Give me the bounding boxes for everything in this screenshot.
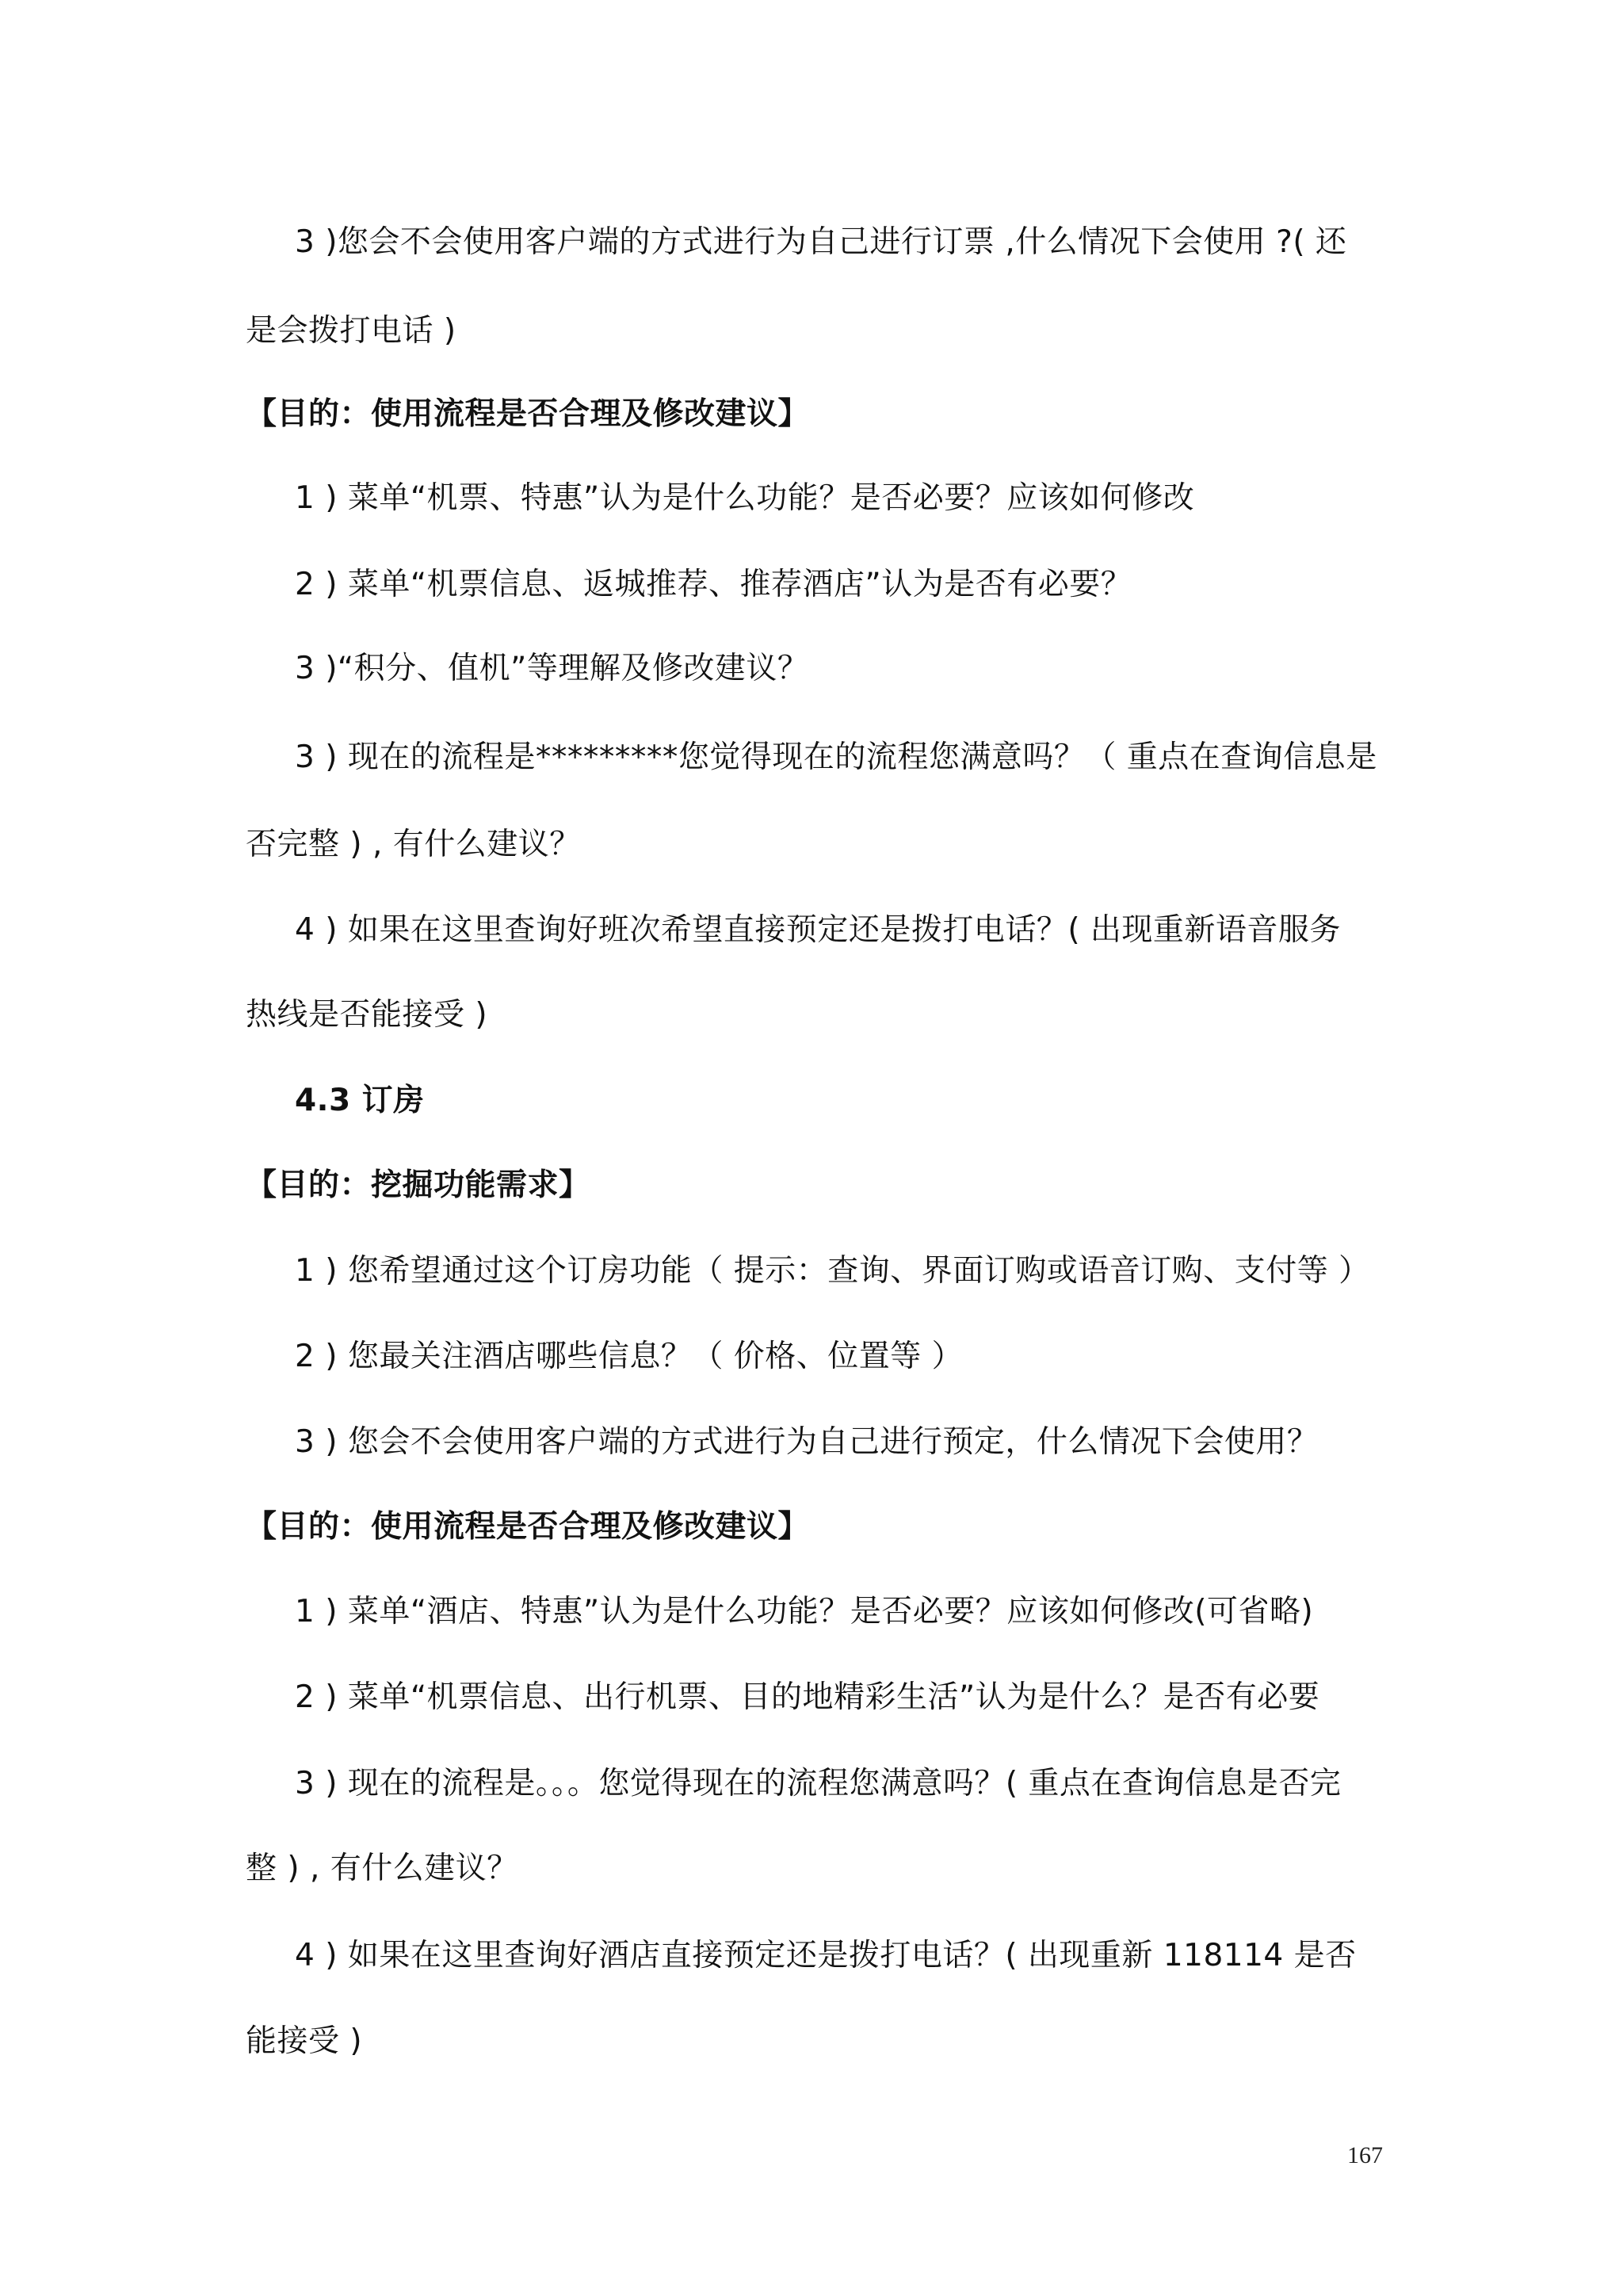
q3-ticket-client-line2: 是会拨打电话 ) bbox=[246, 313, 456, 349]
needs-q1-booking-function: 1 ) 您希望通过这个订房功能（ 提示：查询、界面订购或语音订购、支付等 ） bbox=[295, 1253, 1370, 1289]
page-number: 167 bbox=[1347, 2142, 1383, 2168]
hotel-flow-q4-direct-booking-line2: 能接受 ) bbox=[246, 2023, 363, 2059]
hotel-flow-q1-menu: 1 ) 菜单“酒店、特惠”认为是什么功能？是否必要？应该如何修改(可省略) bbox=[295, 1594, 1314, 1629]
flow-q2-ticket-info-menu: 2 ) 菜单“机票信息、返城推荐、推荐酒店”认为是否有必要？ bbox=[295, 567, 1132, 602]
section-heading-hotel-booking: 4.3 订房 bbox=[295, 1083, 425, 1118]
flow-q1-ticket-menu: 1 ) 菜单“机票、特惠”认为是什么功能？是否必要？应该如何修改 bbox=[295, 480, 1195, 516]
hotel-flow-q2-info-menu: 2 ) 菜单“机票信息、出行机票、目的地精彩生活”认为是什么？是否有必要 bbox=[295, 1679, 1320, 1715]
hotel-flow-q4-direct-booking-line1: 4 ) 如果在这里查询好酒店直接预定还是拨打电话？( 出现重新 118114 是否 bbox=[295, 1938, 1357, 1973]
flow-q4-direct-booking-line2: 热线是否能接受 ) bbox=[246, 997, 488, 1033]
needs-q3-client-usage: 3 ) 您会不会使用客户端的方式进行为自己进行预定，什么情况下会使用？ bbox=[295, 1424, 1319, 1460]
q3-ticket-client-line1: 3 )您会不会使用客户端的方式进行为自己进行订票 ,什么情况下会使用 ?( 还 bbox=[295, 224, 1347, 260]
section-purpose-feature-needs: 【目的：挖掘功能需求】 bbox=[246, 1167, 590, 1203]
flow-q3-points-checkin: 3 )“积分、值机”等理解及修改建议？ bbox=[295, 651, 809, 686]
needs-q2-hotel-info: 2 ) 您最关注酒店哪些信息？（ 价格、位置等 ） bbox=[295, 1339, 964, 1374]
hotel-flow-q3-process-line1: 3 ) 现在的流程是。。。您觉得现在的流程您满意吗？( 重点在查询信息是否完 bbox=[295, 1766, 1342, 1801]
flow-q4-direct-booking-line1: 4 ) 如果在这里查询好班次希望直接预定还是拨打电话？( 出现重新语音服务 bbox=[295, 912, 1341, 948]
hotel-flow-q3-process-line2: 整 ) , 有什么建议？ bbox=[246, 1851, 518, 1886]
section-purpose-flow-ticket: 【目的：使用流程是否合理及修改建议】 bbox=[246, 396, 810, 432]
flow-q3-current-process-line1: 3 ) 现在的流程是*********您觉得现在的流程您满意吗？（ 重点在查询信息是 bbox=[295, 739, 1377, 775]
flow-q3-current-process-line2: 否完整 ) , 有什么建议？ bbox=[246, 827, 581, 862]
section-purpose-flow-hotel: 【目的：使用流程是否合理及修改建议】 bbox=[246, 1509, 810, 1545]
